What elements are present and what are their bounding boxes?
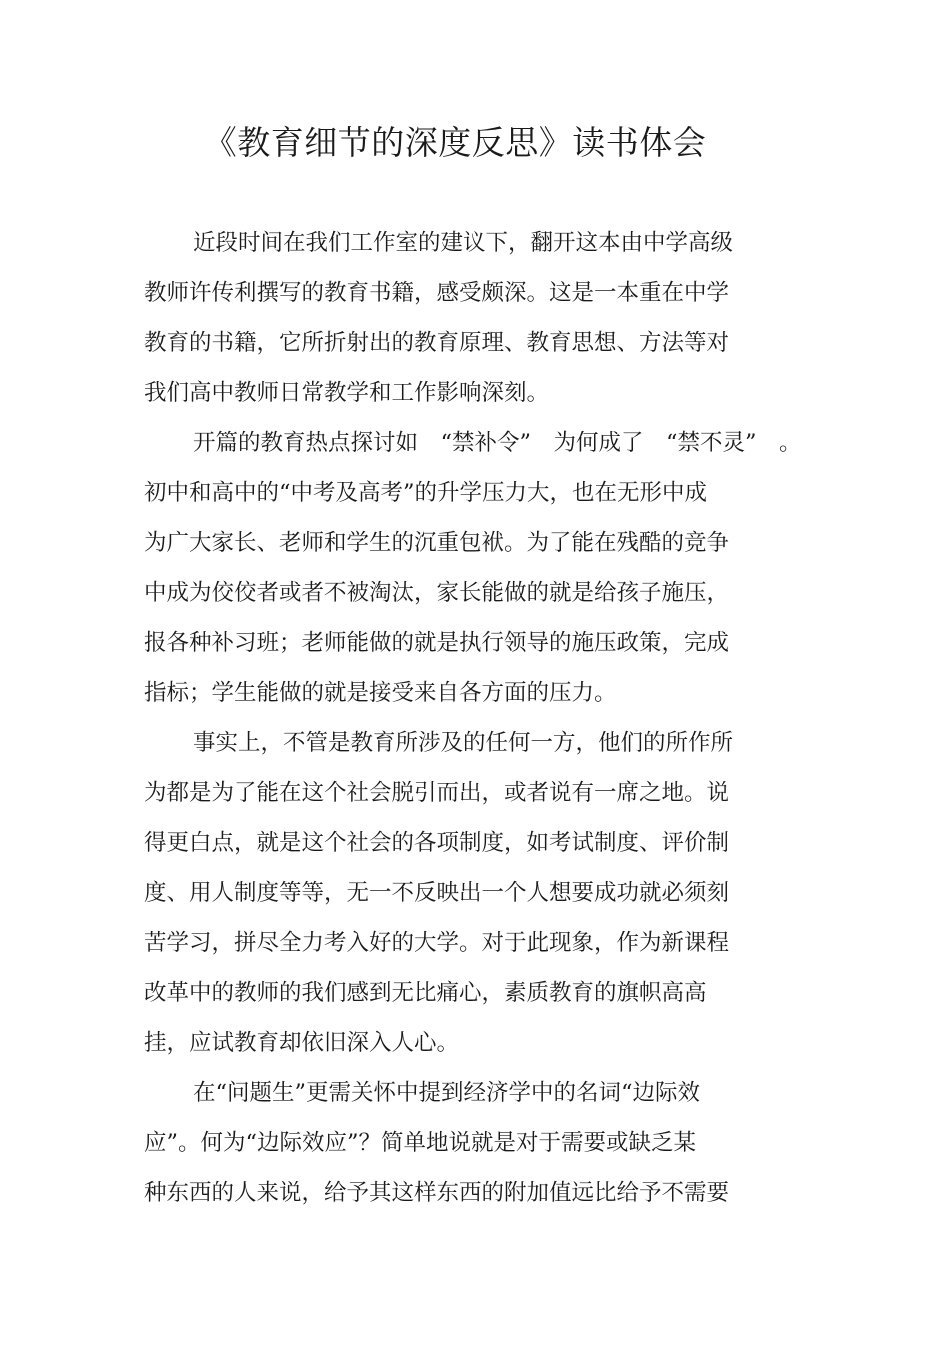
paragraph-3-line-6: 改革中的教师的我们感到无比痛心，素质教育的旗帜高高 bbox=[144, 980, 707, 1006]
paragraph-2-line-3: 为广大家长、老师和学生的沉重包袱。为了能在残酷的竞争 bbox=[144, 530, 730, 556]
paragraph-2-line-6: 指标；学生能做的就是接受来自各方面的压力。 bbox=[144, 680, 617, 706]
paragraph-1-line-1: 近段时间在我们工作室的建议下，翻开这本由中学高级 bbox=[193, 230, 734, 256]
paragraph-3-line-5: 苦学习，拼尽全力考入好的大学。对于此现象，作为新课程 bbox=[144, 930, 730, 956]
paragraph-4-line-2: 应”。何为“边际效应”？简单地说就是对于需要或缺乏某 bbox=[144, 1130, 697, 1156]
paragraph-4-line-3: 种东西的人来说，给予其这样东西的附加值远比给予不需要 bbox=[144, 1180, 730, 1206]
paragraph-3-line-7: 挂，应试教育却依旧深入人心。 bbox=[144, 1030, 460, 1056]
paragraph-2-line-2: 初中和高中的“中考及高考”的升学压力大，也在无形中成 bbox=[144, 480, 708, 506]
paragraph-1-line-2: 教师许传利撰写的教育书籍，感受颇深。这是一本重在中学 bbox=[144, 280, 730, 306]
paragraph-4-line-1: 在“问题生”更需关怀中提到经济学中的名词“边际效 bbox=[193, 1080, 701, 1106]
paragraph-2-line-1: 开篇的教育热点探讨如 “禁补令” 为何成了 “禁不灵” 。 bbox=[193, 430, 802, 456]
paragraph-1-line-3: 教育的书籍，它所折射出的教育原理、教育思想、方法等对 bbox=[144, 330, 730, 356]
paragraph-3-line-3: 得更白点，就是这个社会的各项制度，如考试制度、评价制 bbox=[144, 830, 730, 856]
paragraph-3-line-4: 度、用人制度等等，无一不反映出一个人想要成功就必须刻 bbox=[144, 880, 730, 906]
paragraph-3-line-2: 为都是为了能在这个社会脱引而出，或者说有一席之地。说 bbox=[144, 780, 730, 806]
paragraph-3-line-1: 事实上，不管是教育所涉及的任何一方，他们的所作所 bbox=[193, 730, 734, 756]
paragraph-2-line-5: 报各种补习班；老师能做的就是执行领导的施压政策，完成 bbox=[144, 630, 730, 656]
paragraph-2-line-4: 中成为佼佼者或者不被淘汰，家长能做的就是给孩子施压， bbox=[144, 580, 730, 606]
paragraph-1-line-4: 我们高中教师日常教学和工作影响深刻。 bbox=[144, 380, 550, 406]
document-title: 《教育细节的深度反思》读书体会 bbox=[203, 123, 707, 162]
